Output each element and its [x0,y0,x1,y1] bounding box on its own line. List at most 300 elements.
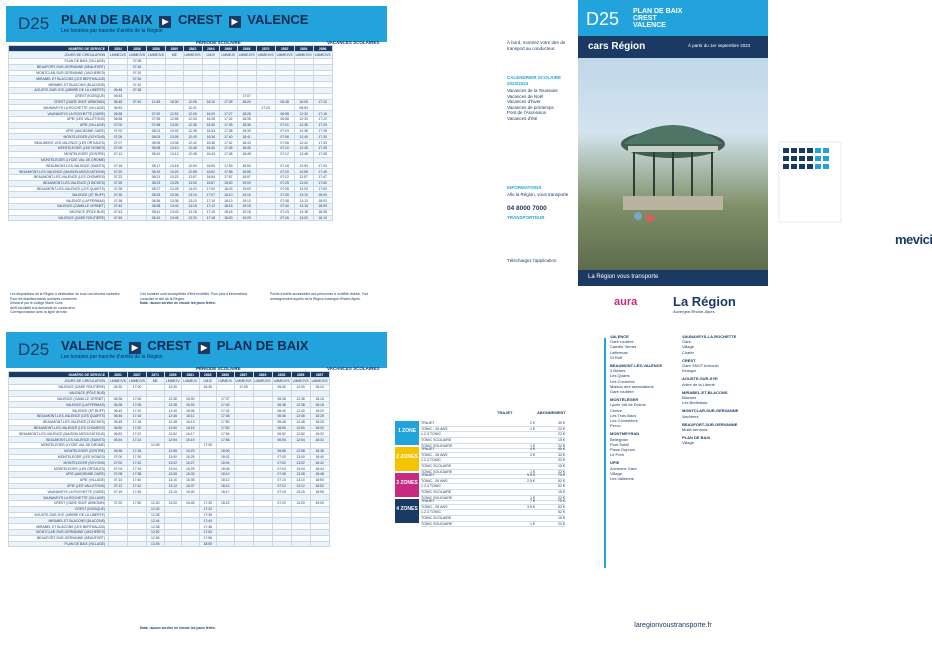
route-subtitle: Les horaires par tranche d'arrêts de la Région [61,28,163,34]
time-cell: 06:58 [109,116,128,122]
stop-name: CREST (GARE SNCF ARMONIN) [9,500,109,506]
days-value: LMMEJVS [254,379,271,383]
days-value: LMMEJV [221,53,236,57]
stop-item: Peron [610,423,621,429]
time-cell: 16:17 [182,431,200,437]
time-cell: 17:30 [313,134,332,140]
stop-name: MONTELEGER (LES VIGNES) [9,454,109,460]
stop-item: Kiosque [682,368,697,374]
service-number: 2860 [166,46,184,52]
service-number: 2853 [272,372,291,378]
time-cell: 18:50 [310,477,329,483]
fare-price: 52 € [558,484,565,489]
stop-name: BEAUMONT-LES-VALENCE (LES CHOMEES) [9,174,109,180]
time-cell: 07:15 [109,489,128,495]
time-cell: 17:30 [199,500,217,506]
time-cell: 16:15 [182,425,200,431]
fare-price: 2 € [530,421,535,425]
time-cell: 12:40 [183,134,202,140]
service-number: 2858 [147,46,166,52]
stop-name: MONTELEGER (SOYONS) [9,460,109,466]
time-cell: 13:13 [294,198,313,204]
time-cell: 18:10 [217,471,235,477]
fare-zone [395,421,565,448]
time-cell: 18:20 [237,99,256,105]
stop-name: VALENCE (ST RUFF) [9,408,109,414]
time-cell: 18:03 [313,198,332,204]
fare-price: 32 € [558,458,565,463]
stop-name: VALENCE (PÔLE BUS) [9,209,109,215]
phone-number[interactable]: 04 8000 7000 [507,205,547,212]
route-line [604,338,606,568]
time-cell: 07:08 [109,471,128,477]
carrier-title: TRANSPORTEUR [507,215,545,220]
service-number: 2867 [234,372,253,378]
stop-name: VAUNAVEYS LA ROCHETTE (VILLAGE) [9,495,109,501]
days-row [9,52,333,59]
footnote: Correspondance avec la ligne de train [10,310,68,314]
time-cell: 17:30 [128,454,147,460]
time-cell: 12:44 [147,518,165,524]
time-cell: 17:47 [313,174,332,180]
time-cell: 17:25 [220,99,238,105]
time-cell: 07:25 [275,180,294,186]
time-cell [128,215,147,221]
time-cell: 18:14 [217,483,235,489]
time-cell: 13:18 [166,163,184,169]
time-cell: 12:57 [183,174,202,180]
time-cell: 07:02 [109,128,128,134]
time-cell: 13:38 [166,198,184,204]
stop-item: Bellegrain [610,436,628,442]
time-cell: 17:50 [217,419,235,425]
route-stop-mid: CREST [177,12,223,27]
time-cell: 12:36 [294,122,313,128]
fare-price [505,490,535,495]
time-cell: 12:53 [294,163,313,169]
time-cell: 08:17 [147,163,166,169]
stop-item: Arbre de la Liberté [682,381,715,387]
time-cell: 12:46 [164,413,182,419]
time-cell: 06:52 [109,431,128,437]
time-cell: 13:20 [166,169,184,175]
stop-item: Les Trois Bacs [610,412,637,418]
time-cell: 13:18 [294,209,313,215]
fare-price [505,464,535,469]
fare-zone [395,499,565,526]
time-cell [234,541,253,547]
time-cell: 13:15 [291,489,310,495]
stop-name: UPIE (ANCIENNE GARE) [9,128,109,134]
stop-name: BEAUMONT-LES-VALENCE (LES CHOMEES) [9,425,109,431]
time-cell: 18:45 [237,145,256,151]
time-cell: 18:02 [217,454,235,460]
days-value: LMJV [202,52,220,59]
cover-route [633,8,682,29]
service-number: 2868 [237,46,256,52]
fare-type: 1.2.3 TONIC [421,458,442,463]
service-number: 2866 [220,46,238,52]
time-cell: 18:18 [220,209,238,215]
time-cell: 18:36 [237,122,256,128]
time-cell: 17:42 [217,408,235,414]
stop-group: MONTCLAR-SUR-GERVANNE [682,408,739,414]
time-cell: 13:22 [166,174,184,180]
time-cell: 13:10 [166,145,184,151]
time-cell: 19:13 [237,198,256,204]
time-cell: 06:46 [109,413,128,419]
stop-name: UPIE (LES VALLETONS) [9,483,109,489]
time-cell: 18:57 [237,174,256,180]
service-number: 2856 [128,46,147,52]
time-cell: 16:38 [202,140,220,146]
time-cell: 13:12 [291,483,310,489]
fare-price: 15 € [558,490,565,495]
time-cell: 17:32 [128,460,147,466]
fare-price: 22 € [558,426,565,431]
service-number: 2859 [164,372,182,378]
time-cell: 17:53 [220,163,238,169]
time-cell: 07:06 [275,134,294,140]
route-stop-start: PLAN DE BAIX [61,12,153,27]
time-cell: 17:00 [128,385,147,391]
stop-name: PLAN DE BAIX (VILLAGE) [9,59,109,65]
holiday-item: Vacances de Noël [507,93,544,99]
time-cell: 13:03 [294,186,313,192]
time-cell: 17:38 [313,151,332,157]
time-cell: 17:40 [217,402,235,408]
stop-name: MONTELEGER (CENTRE) [9,448,109,454]
time-cell: 18:20 [220,215,238,221]
stop-item: Les Berthalais [682,400,708,406]
time-cell: 07:05 [109,134,128,140]
time-cell: 07:20 [128,70,147,76]
time-cell: 12:45 [294,145,313,151]
stop-item: Centre [610,407,623,413]
spacer [682,446,764,449]
stop-name: AOUSTE-SUR-SYE (ARBRE DE LA LIBERTE) [9,87,109,93]
time-cell: 17:22 [128,431,147,437]
time-cell: 07:12 [109,483,128,489]
header-label: NUMÉRO DE SERVICE [9,372,109,378]
stop-name: CREST (GARE SNCF ARMONIN) [9,99,109,105]
fare-price: 22 € [558,443,565,448]
stop-item: Les Quarts [610,373,630,379]
fare-price: 22 € [558,432,565,437]
time-cell: 07:08 [272,471,291,477]
fare-price [505,484,535,489]
time-cell: 12:32 [147,506,165,512]
time-cell: 13:00 [183,180,202,186]
stop-group: VALENCE [610,334,629,339]
time-cell: 12:48 [183,151,202,157]
stop-name: MONTELEGER (LES VIGNES) [9,145,109,151]
time-cell: 17:40 [128,477,147,483]
cover-route-stop: CREST [633,15,657,22]
time-cell: 13:04 [291,466,310,472]
time-cell: 17:07 [202,192,220,198]
time-cell [256,215,275,221]
time-cell: 18:10 [313,215,332,221]
time-cell: 07:08 [275,140,294,146]
time-cell: 18:00 [220,180,238,186]
fare-zones [395,421,565,525]
days-value: LMMEJVS [110,379,127,383]
time-cell: 12:57 [294,174,313,180]
time-cell: 18:05 [199,541,217,547]
time-cell: 13:20 [164,500,182,506]
stop-group: BEAUFORT-SUR-GERVANNE [682,421,738,427]
time-cell: 07:25 [109,180,128,186]
time-cell: 16:11 [182,413,200,419]
route-stop-end: VALENCE [247,12,309,27]
fare-type: TRAJET [421,421,435,425]
stop-group: AOUSTE-SUR-SYE [682,376,718,382]
time-cell: 12:45 [183,145,202,151]
time-cell: 18:12 [217,477,235,483]
fare-price: 22 € [558,469,565,474]
stop-group: VAUNAVEYS-LA-ROCHETTE [682,334,737,339]
footnotes [10,292,130,315]
time-cell: 12:38 [183,128,202,134]
time-cell: 13:35 [166,192,184,198]
stop-item: Place Dupuon [610,447,636,453]
calendar-title: CALENDRIER SCOLAIRE 2023/2024 [507,75,562,86]
time-cell: 06:48 [109,419,128,425]
time-cell: 08:43 [147,215,166,221]
holiday-item: Pont de l'Ascension [507,110,547,115]
time-cell: 12:42 [183,140,202,146]
time-cell: 12:35 [183,122,202,128]
time-cell: 06:50 [109,425,128,431]
stop-name: BEAUMONT-LES-VALENCE (LES ORTIALES) [9,140,109,146]
time-cell: 12:30 [147,500,165,506]
time-cell: 17:06 [128,396,147,402]
stop-name: AOUSTE-SUR-SYE (ARBRE DE LA LIBERTE) [9,512,109,518]
arrow-right-icon: ▶ [159,16,171,28]
service-number: 2861 [182,372,200,378]
route-subtitle: Les horaires par tranche d'arrêts de la Région [61,354,163,360]
time-cell: 07:52 [147,111,166,117]
fare-price: 3.5 € [527,504,535,509]
time-cell: 16:10 [202,99,220,105]
time-cell: 07:43 [109,209,128,215]
fare-type: TONIC - 26 ANS [421,452,448,457]
fare-price [505,510,535,515]
holiday-item: Vacances d'été [507,115,538,121]
time-cell: 06:36 [109,396,128,402]
time-cell: 19:03 [237,186,256,192]
line-code: D25 [18,340,50,359]
fare-price: 15 € [558,464,565,469]
fare-price: 15 € [558,516,565,521]
time-cell: 07:10 [109,477,128,483]
fare-price: 22 € [558,521,565,526]
fare-type: 1.2.3 TONIC [421,484,442,489]
fare-type: TRAJET [421,447,435,451]
days-value: LMMEJV [165,379,180,383]
time-cell: 17:38 [128,471,147,477]
fare-type: TONIC SCOLAIRE [421,490,452,495]
time-cell: 18:44 [310,466,329,472]
time-cell: 17:28 [313,128,332,134]
header-label: NUMÉRO DE SERVICE [9,46,109,52]
time-cell: 17:42 [220,140,238,146]
days-value: LMMEJVS [238,53,255,57]
la-region-logo [673,294,736,314]
service-number: 2869 [253,372,272,378]
time-cell: 06:30 [109,385,128,391]
time-cell: 13:20 [294,215,313,221]
time-cell: 07:00 [272,454,291,460]
days-value: LMMEJVS [110,53,127,57]
time-cell: 18:52 [310,483,329,489]
zone-label: 2 ZONES [395,447,419,471]
time-cell: 18:35 [237,116,256,122]
time-cell: 07:40 [128,99,147,105]
time-cell: 13:05 [166,134,184,140]
time-cell: 17:33 [313,140,332,146]
time-cell: 12:50 [164,425,182,431]
service-number: 2865 [217,372,235,378]
time-cell: 17:00 [202,186,220,192]
time-cell: 16:35 [182,477,200,483]
time-cell: 13:00 [291,454,310,460]
stop-name: CREST (KIOSQUE) [9,506,109,512]
time-cell: 12:40 [164,408,182,414]
time-cell: 18:34 [310,437,329,443]
time-cell: 12:45 [147,99,166,105]
service-number: 2854 [294,46,313,52]
time-cell: 16:30 [202,122,220,128]
days-row [9,378,330,385]
stop-item: Village [682,440,694,446]
time-cell: 08:38 [147,203,166,209]
time-cell: 17:43 [313,163,332,169]
time-cell: 16:23 [182,448,200,454]
time-cell: 06:58 [272,448,291,454]
time-cell: 18:16 [310,396,329,402]
time-cell: 12:05 [183,99,202,105]
app-download[interactable]: Téléchargez l'application [507,258,557,263]
time-cell: 07:20 [272,500,291,506]
time-cell: 07:09 [109,145,128,151]
stop-group: UPIE [610,460,620,466]
time-cell: 12:58 [166,116,184,122]
time-cell: 13:45 [166,215,184,221]
fare-price: 1 € [530,443,535,448]
fare-price: 75 € [558,499,565,503]
time-cell: 07:38 [275,198,294,204]
days-value: LMMEJVS [314,53,331,57]
time-cell: 13:02 [166,128,184,134]
time-cell: 13:15 [183,203,202,209]
stop-item: Gare SNCF Armonin [682,363,719,369]
days-value: LMMEJVS [148,53,165,57]
time-cell: 17:45 [128,489,147,495]
stop-item: Les Colombiers [610,418,638,424]
table-row [9,541,330,547]
time-cell: 08:41 [147,209,166,215]
time-cell: 17:53 [313,186,332,192]
fare-type: TONIC SCOLAIRE [421,464,452,469]
time-cell: 17:10 [313,99,332,105]
stop-group: CREST [682,357,696,363]
stop-item: Gare routière [610,339,634,345]
time-cell: 12:55 [183,169,202,175]
time-cell: 08:05 [147,140,166,146]
time-cell: 17:48 [217,413,235,419]
time-cell: 18:48 [237,151,256,157]
time-cell: 12:38 [291,402,310,408]
time-cell: 17:55 [220,169,238,175]
zone-fares [421,421,565,449]
fare-price: 1 € [530,521,535,526]
time-cell: 16:25 [182,454,200,460]
time-cell: 07:28 [275,186,294,192]
cover-caption: La Région vous transporte [578,270,768,286]
time-cell: 12:05 [147,442,165,448]
time-cell: 19:00 [310,500,329,506]
time-cell: 13:13 [183,198,202,204]
holiday-item: Vacances de la Toussaint [507,88,558,93]
time-cell: 12:46 [291,413,310,419]
stop-item: Le Pont [610,452,624,458]
time-cell: 17:38 [199,512,217,518]
time-cell: 07:20 [275,169,294,175]
stop-item: Les Valletons [610,476,634,482]
days-label: JOURS DE CIRCULATION [9,52,109,59]
website-link[interactable]: laregionvoustransporte.fr [634,622,712,629]
time-cell: 13:02 [291,460,310,466]
note-holidays: Nota : aucun service ne circule les jours fériés. [140,626,216,630]
time-cell: 17:54 [217,431,235,437]
days-value: LMMEJVS [235,379,252,383]
stop-name: BEAUMONT-LES-VALENCE (SAINTS) [9,437,109,443]
time-cell: 06:48 [275,99,294,105]
time-cell [310,541,329,547]
cars-region-brand: cars Région [588,41,646,52]
time-cell: 16:00 [182,396,200,402]
time-cell: 13:04 [164,466,182,472]
time-cell: 07:12 [275,151,294,157]
stops-column-1 [610,334,680,484]
service-number: 2864 [202,46,220,52]
stop-name: BEAUFORT-SUR-GERVANNE (BEAUFORT) [9,64,109,70]
time-cell: 18:43 [237,140,256,146]
time-cell: 12:36 [164,396,182,402]
time-cell: 07:04 [272,466,291,472]
stop-name: VALENCE (PÔLE BUS) [9,390,109,396]
info-text: Allo la Région, vous transporte [507,192,569,197]
time-cell: 06:48 [272,419,291,425]
time-cell: 18:10 [310,385,329,391]
time-cell: 18:22 [217,500,235,506]
time-cell: 06:30 [272,385,291,391]
time-cell: 06:46 [272,413,291,419]
stop-name: MONTELEGER (SOYONS) [9,134,109,140]
time-cell: 17:48 [199,524,217,530]
time-cell: 07:07 [109,140,128,146]
fare-type: TONIC SOLIDAIRE [421,443,453,448]
time-cell: 06:53 [109,93,128,99]
time-cell: 07:15 [272,489,291,495]
stop-name: BEAUMONT-LES-VALENCE (LES QUARTS) [9,413,109,419]
timetable-sheet-bottom [0,326,768,652]
stop-name: MIRABEL ET BLACONS (LES BERTHALAIS) [9,76,109,82]
time-cell: 17:32 [199,506,217,512]
time-cell: 12:58 [164,448,182,454]
